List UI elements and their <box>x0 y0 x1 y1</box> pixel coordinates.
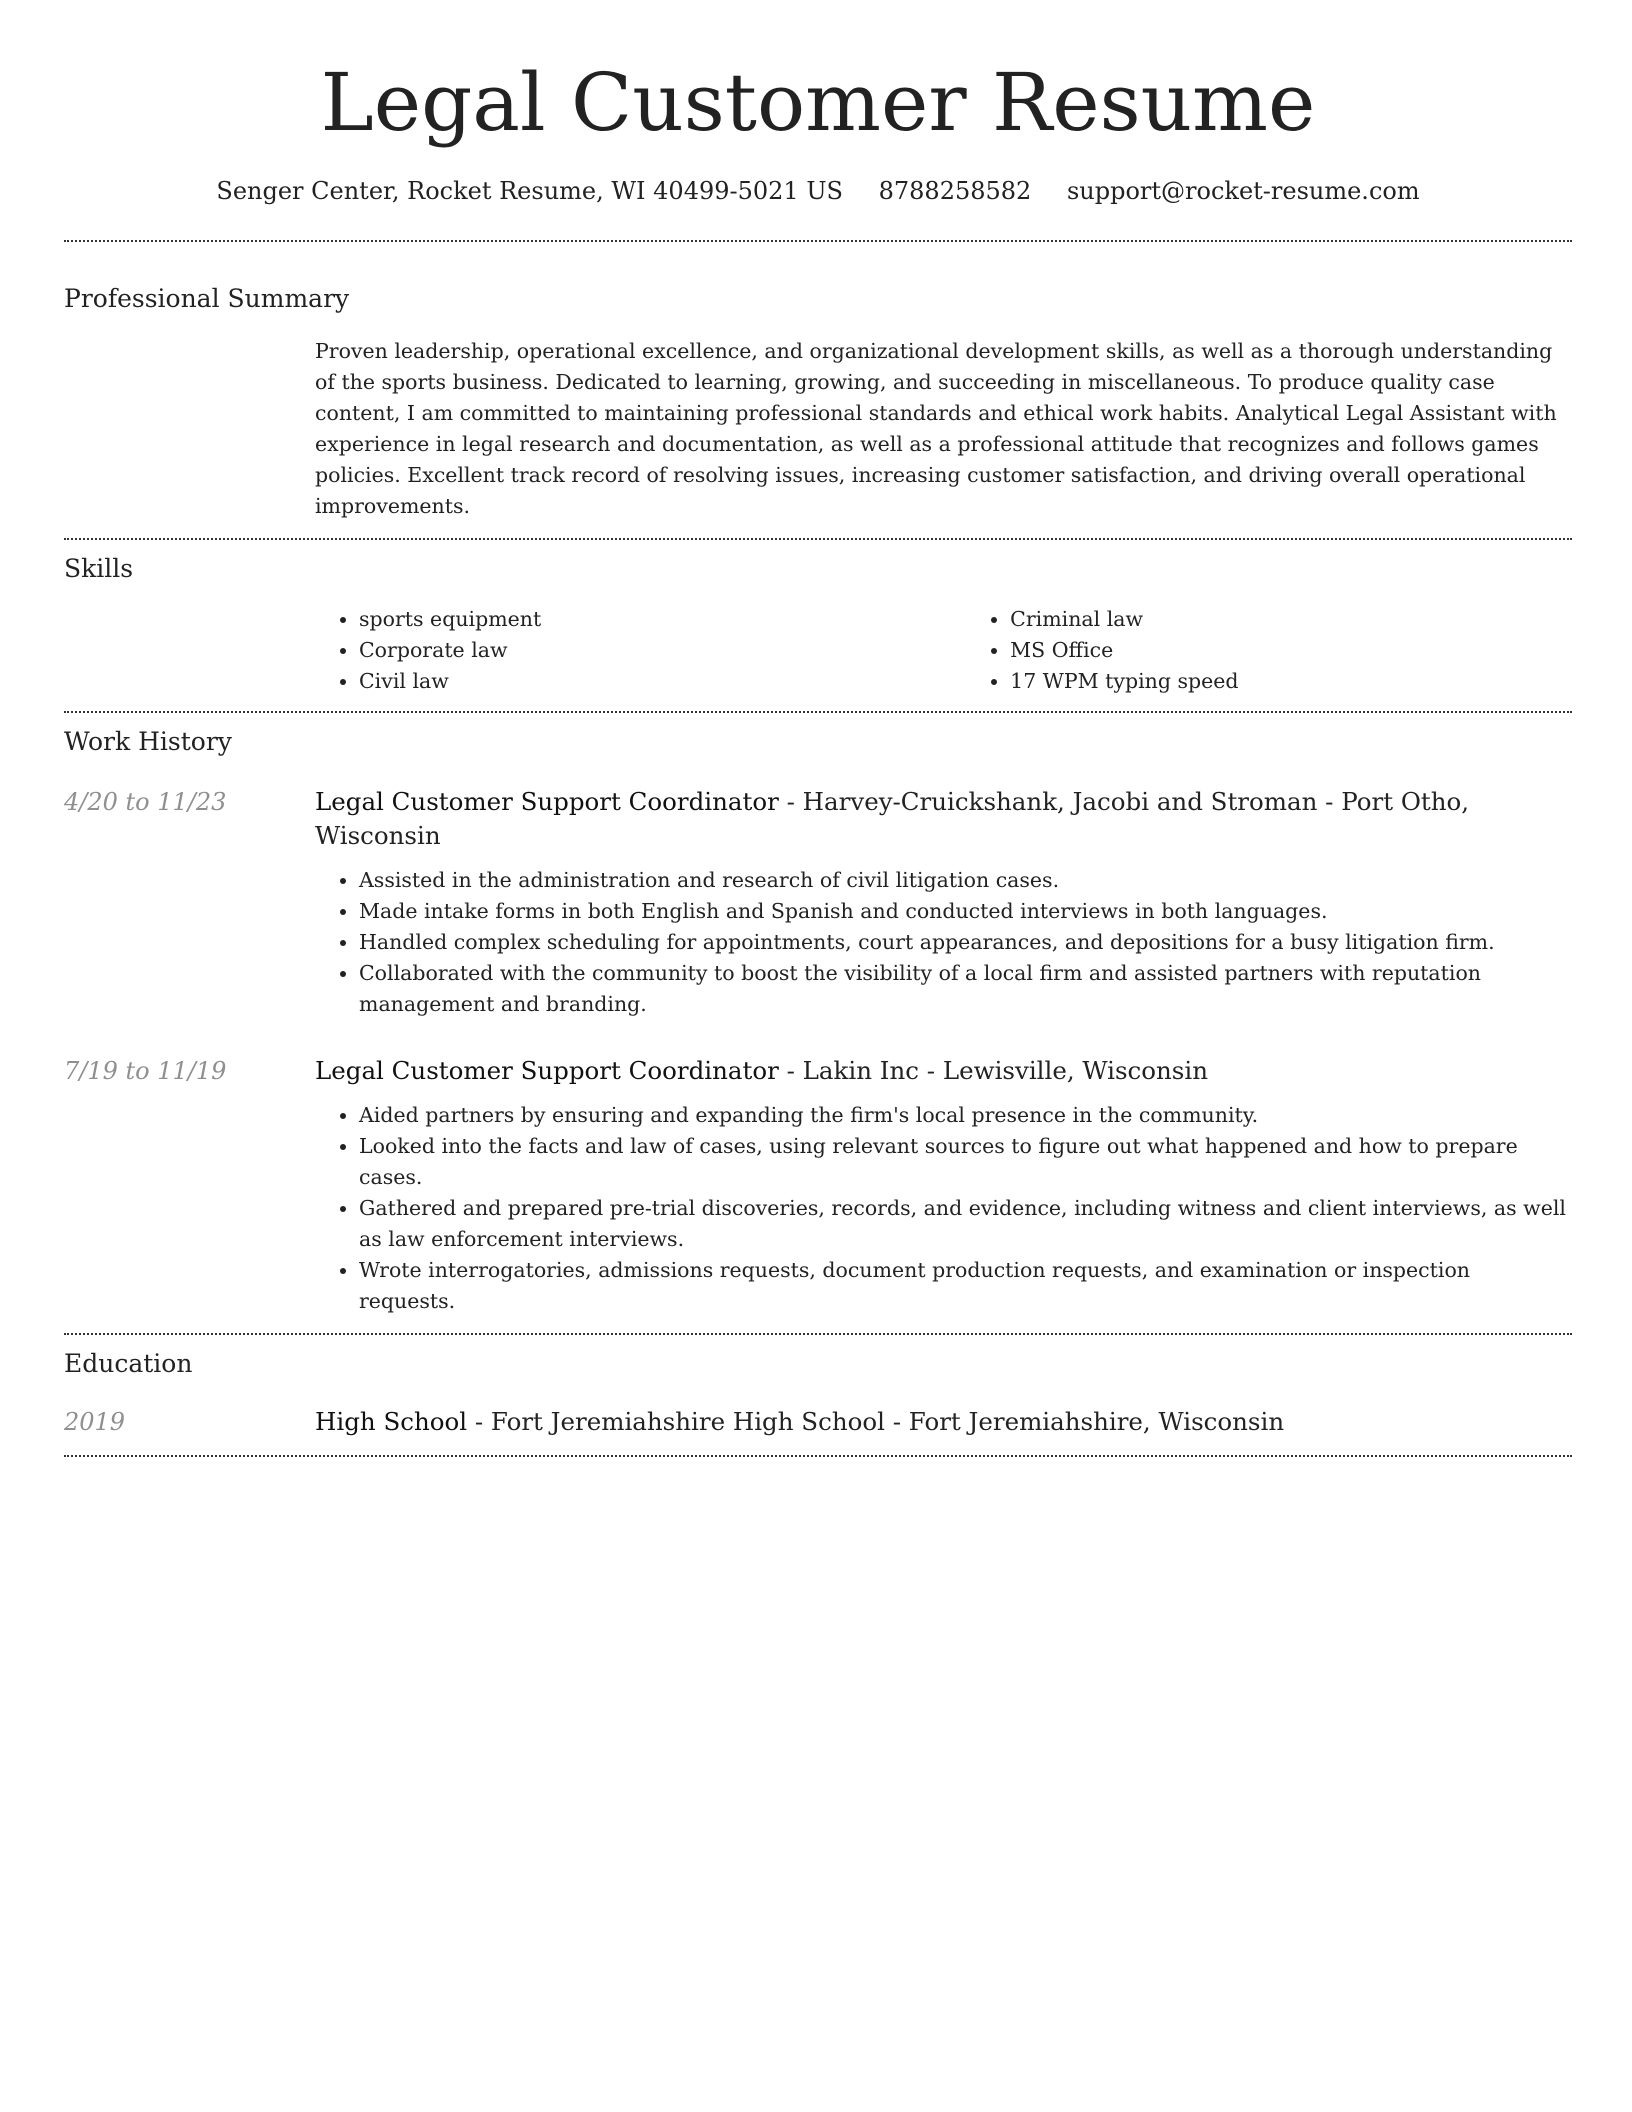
education-entry <box>64 1405 1572 1439</box>
job-bullet: • Assisted in the administration and research of civil litigation cases. <box>359 865 1572 896</box>
job-bullet: • Wrote interrogatories, admissions requests, document production requests, and examination or inspection requests. <box>359 1255 1572 1317</box>
education-school-location: - Fort Jeremiahshire High School - Fort Jeremiahshire, Wisconsin <box>467 1407 1285 1436</box>
section-title-summary: Professional Summary <box>64 284 350 313</box>
job-dates: 7/19 to 11/19 <box>64 1057 227 1085</box>
job-body <box>315 1054 1572 1333</box>
contact-address: Senger Center, Rocket Resume, WI 40499-5021 US <box>216 177 843 205</box>
skills-column-left <box>315 604 966 697</box>
job-heading <box>315 1054 1572 1088</box>
job-employer-location: - Lakin Inc - Lewisville, Wisconsin <box>778 1056 1208 1085</box>
job-bullet: • Handled complex scheduling for appointments, court appearances, and depositions for a busy litigation firm. <box>359 927 1572 958</box>
job-body <box>315 785 1572 1020</box>
job-heading <box>315 785 1572 853</box>
section-title-education: Education <box>64 1349 193 1378</box>
job-dates: 4/20 to 11/23 <box>64 788 227 816</box>
skills-column-right <box>966 604 1572 697</box>
skill-item: • Civil law <box>359 666 966 697</box>
education-body <box>315 1405 1572 1439</box>
job-title: Legal Customer Support Coordinator <box>315 1056 779 1085</box>
job-entry <box>64 785 1572 1020</box>
education-degree: High School <box>315 1407 468 1436</box>
job-bullet: • Gathered and prepared pre-trial discoveries, records, and evidence, including witness and client interviews, as well as law enforcement interviews. <box>359 1193 1572 1255</box>
section-title-skills: Skills <box>64 554 134 583</box>
divider <box>64 240 1572 242</box>
job-entry <box>64 1054 1572 1333</box>
skill-item: • MS Office <box>1010 635 1572 666</box>
skill-item: • Criminal law <box>1010 604 1572 635</box>
job-bullets <box>315 865 1572 1020</box>
summary-text: Proven leadership, operational excellence, and organizational development skills, as well as a thorough understanding of the sports business. Dedicated to learning, growing, and succeeding in miscellaneous. To produce quality case content, I am committed to maintaining professional standards and ethical work habits. Analytical Legal Assistant with experience in legal research and documentation, as well as a professional attitude that recognizes and follows games policies. Excellent track record of resolving issues, increasing customer satisfaction, and driving overall operational improvements. <box>315 339 1557 518</box>
education-dates: 2019 <box>64 1408 126 1436</box>
resume-name: Legal Customer Resume <box>320 56 1316 149</box>
job-bullet: • Looked into the facts and law of cases, using relevant sources to figure out what happened and how to prepare cases. <box>359 1131 1572 1193</box>
job-employer-location: - Harvey-Cruickshank, Jacobi and Stroman - Port Otho, Wisconsin <box>315 787 1470 850</box>
skills-list <box>315 604 1572 697</box>
contact-email: support@rocket-resume.com <box>1066 177 1420 205</box>
skill-item: • Corporate law <box>359 635 966 666</box>
job-bullet: • Aided partners by ensuring and expanding the firm's local presence in the community. <box>359 1100 1572 1131</box>
job-bullet: • Made intake forms in both English and Spanish and conducted interviews in both languages. <box>359 896 1572 927</box>
skill-item: • sports equipment <box>359 604 966 635</box>
divider <box>64 1333 1572 1335</box>
divider <box>64 538 1572 540</box>
divider <box>64 711 1572 713</box>
skill-item: • 17 WPM typing speed <box>1010 666 1572 697</box>
job-title: Legal Customer Support Coordinator <box>315 787 779 816</box>
job-bullets <box>315 1100 1572 1317</box>
contact-phone: 8788258582 <box>878 177 1032 205</box>
contact-line <box>64 174 1572 208</box>
job-bullet: • Collaborated with the community to boost the visibility of a local firm and assisted partners with reputation management and branding. <box>359 958 1572 1020</box>
resume-page <box>64 0 1572 1457</box>
section-title-work: Work History <box>64 727 232 756</box>
education-heading <box>315 1405 1572 1439</box>
divider <box>64 1455 1572 1457</box>
